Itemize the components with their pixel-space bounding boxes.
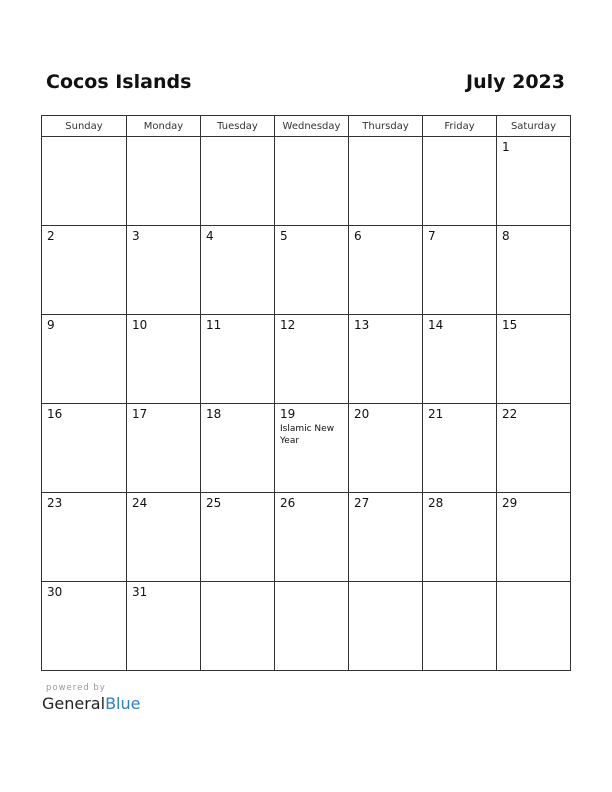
weekday-header: Monday (127, 116, 201, 137)
day-number: 14 (428, 318, 444, 332)
calendar-empty-cell (423, 582, 497, 671)
calendar-day-cell (201, 315, 275, 404)
day-number: 30 (47, 585, 63, 599)
brand-blue-text: Blue (105, 694, 141, 713)
calendar-region-title: Cocos Islands (46, 71, 192, 93)
calendar-empty-cell (127, 137, 201, 226)
calendar-day-cell (275, 315, 349, 404)
day-number: 23 (47, 496, 63, 510)
day-number: 7 (428, 229, 436, 243)
day-number: 26 (280, 496, 296, 510)
brand-general-text: General (42, 694, 106, 713)
calendar-day-cell (42, 226, 127, 315)
calendar-day-cell (497, 493, 571, 582)
day-number: 19 (280, 407, 296, 421)
powered-by-label: powered by (46, 683, 106, 693)
weekday-header: Saturday (497, 116, 571, 137)
calendar-day-cell (349, 493, 423, 582)
calendar-week-row (42, 493, 571, 582)
calendar-day-cell (42, 582, 127, 671)
calendar-day-cell (349, 226, 423, 315)
day-number: 22 (502, 407, 518, 421)
calendar-day-cell (497, 315, 571, 404)
calendar-day-cell (275, 226, 349, 315)
calendar-day-cell (423, 493, 497, 582)
calendar-empty-cell (42, 137, 127, 226)
weekday-header: Thursday (349, 116, 423, 137)
calendar-empty-cell (275, 137, 349, 226)
calendar-empty-cell (201, 582, 275, 671)
calendar-day-cell (127, 315, 201, 404)
day-number: 8 (502, 229, 510, 243)
calendar-empty-cell (423, 137, 497, 226)
day-number: 3 (132, 229, 140, 243)
calendar-day-cell (127, 404, 201, 493)
day-number: 15 (502, 318, 518, 332)
calendar-week-row (42, 226, 571, 315)
calendar-day-cell (497, 137, 571, 226)
calendar-week-row (42, 315, 571, 404)
calendar-empty-cell (349, 582, 423, 671)
day-number: 29 (502, 496, 518, 510)
day-number: 5 (280, 229, 288, 243)
calendar-day-cell (127, 226, 201, 315)
calendar-week-row (42, 404, 571, 493)
calendar-day-cell (127, 493, 201, 582)
day-number: 9 (47, 318, 55, 332)
day-number: 28 (428, 496, 444, 510)
calendar-day-cell (42, 404, 127, 493)
day-number: 31 (132, 585, 148, 599)
calendar-week-row (42, 582, 571, 671)
calendar-day-cell (201, 493, 275, 582)
day-number: 27 (354, 496, 370, 510)
calendar-day-cell (201, 226, 275, 315)
weekday-header: Friday (423, 116, 497, 137)
weekday-header: Sunday (42, 116, 127, 137)
calendar-day-cell (497, 226, 571, 315)
day-number: 6 (354, 229, 362, 243)
day-number: 1 (502, 140, 510, 154)
calendar-day-cell (497, 404, 571, 493)
calendar-month-title: July 2023 (466, 71, 565, 93)
calendar-day-cell (275, 404, 349, 493)
calendar-empty-cell (275, 582, 349, 671)
calendar-day-cell (423, 404, 497, 493)
calendar-day-cell (201, 404, 275, 493)
calendar-day-cell (349, 315, 423, 404)
calendar-day-cell (423, 226, 497, 315)
calendar-day-cell (349, 404, 423, 493)
weekday-header-row (42, 116, 571, 137)
day-number: 25 (206, 496, 222, 510)
weekday-header: Wednesday (275, 116, 349, 137)
day-number: 16 (47, 407, 63, 421)
day-number: 13 (354, 318, 370, 332)
calendar-day-cell (42, 315, 127, 404)
weekday-header: Tuesday (201, 116, 275, 137)
day-number: 17 (132, 407, 148, 421)
day-number: 10 (132, 318, 148, 332)
calendar-day-cell (127, 582, 201, 671)
calendar-day-cell (42, 493, 127, 582)
month-calendar-grid (41, 115, 571, 671)
holiday-label: Islamic New Year (280, 424, 335, 446)
day-number: 24 (132, 496, 148, 510)
day-number: 12 (280, 318, 296, 332)
calendar-day-cell (423, 315, 497, 404)
day-number: 21 (428, 407, 444, 421)
calendar-empty-cell (349, 137, 423, 226)
calendar-week-row (42, 137, 571, 226)
calendar-empty-cell (201, 137, 275, 226)
day-number: 20 (354, 407, 370, 421)
day-number: 4 (206, 229, 214, 243)
day-number: 11 (206, 318, 222, 332)
calendar-day-cell (275, 493, 349, 582)
calendar-empty-cell (497, 582, 571, 671)
day-number: 18 (206, 407, 222, 421)
generalblue-logo (42, 694, 140, 713)
day-number: 2 (47, 229, 55, 243)
